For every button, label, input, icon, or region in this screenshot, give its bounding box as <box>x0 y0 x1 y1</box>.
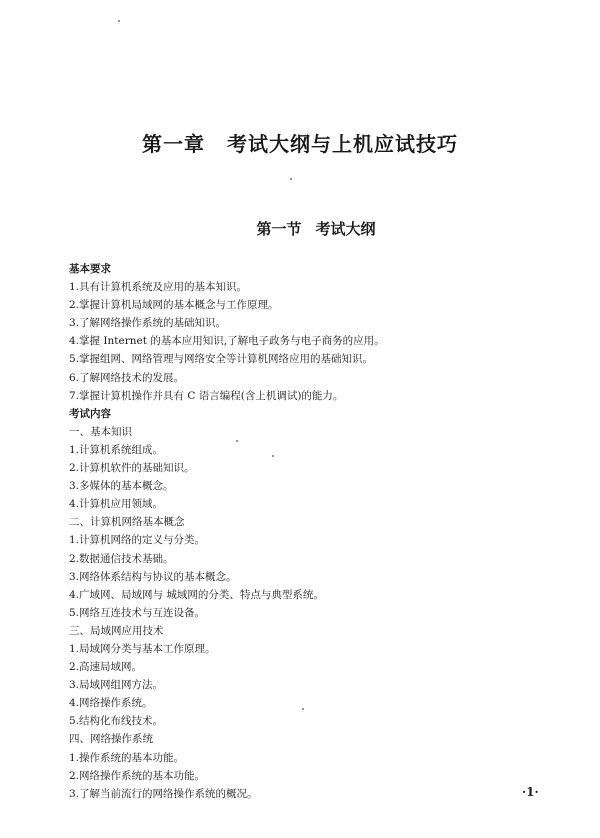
scan-speck <box>236 440 238 442</box>
topic-item: 3.网络体系结构与协议的基本概念。 <box>69 570 237 583</box>
topic-item: 4.计算机应用领域。 <box>69 498 164 511</box>
topic-item: 3.多媒体的基本概念。 <box>69 480 174 493</box>
content-heading: 考试内容 <box>69 407 111 420</box>
topic-item: 3.局域网组网方法。 <box>69 679 164 692</box>
topic-item: 1.操作系统的基本功能。 <box>69 751 185 764</box>
topic-item: 4.广域网、局域网与 城域网的分类、特点与典型系统。 <box>69 588 324 601</box>
page-number: ·1· <box>522 785 539 799</box>
requirement-item: 1.具有计算机系统及应用的基本知识。 <box>69 281 248 294</box>
syllabus-body <box>69 260 549 803</box>
topic-item: 2.计算机软件的基础知识。 <box>69 462 195 475</box>
topic-title: 一、基本知识 <box>69 425 132 438</box>
topic-item: 1.局域网分类与基本工作原理。 <box>69 642 216 655</box>
scan-speck <box>118 20 120 22</box>
requirement-item: 3.了解网络操作系统的基础知识。 <box>69 317 227 330</box>
topic-item: 3.了解当前流行的网络操作系统的概况。 <box>69 787 258 800</box>
chapter-number: 第一章 <box>142 132 205 156</box>
topic-item: 4.网络操作系统。 <box>69 697 153 710</box>
topic-title: 三、局域网应用技术 <box>69 624 164 637</box>
scan-speck <box>290 178 292 180</box>
chapter-name: 考试大纲与上机应试技巧 <box>227 132 458 156</box>
topic-item: 5.网络互连技术与互连设备。 <box>69 606 206 619</box>
requirement-item: 5.掌握组网、网络管理与网络安全等计算机网络应用的基础知识。 <box>69 353 374 366</box>
requirement-item: 6.了解网络技术的发展。 <box>69 371 185 384</box>
scan-speck <box>272 455 274 457</box>
section-title <box>0 218 600 239</box>
topic-item: 2.高速局域网。 <box>69 661 143 674</box>
requirement-item: 4.掌握 Internet 的基本应用知识,了解电子政务与电子商务的应用。 <box>69 335 385 348</box>
requirements-heading: 基本要求 <box>69 263 111 275</box>
topic-item: 5.结构化布线技术。 <box>69 715 164 728</box>
topic-item: 2.网络操作系统的基本功能。 <box>69 769 206 782</box>
requirement-item: 7.掌握计算机操作并具有 C 语言编程(含上机调试)的能力。 <box>69 389 344 402</box>
section-name: 考试大纲 <box>315 220 376 238</box>
scan-speck <box>302 708 304 710</box>
topic-title: 二、计算机网络基本概念 <box>69 516 185 529</box>
topic-item: 1.计算机系统组成。 <box>69 443 164 456</box>
section-number: 第一节 <box>256 220 302 238</box>
chapter-title <box>0 128 600 157</box>
requirement-item: 2.掌握计算机局域网的基本概念与工作原理。 <box>69 299 279 312</box>
topic-item: 2.数据通信技术基础。 <box>69 552 174 565</box>
topic-title: 四、网络操作系统 <box>69 733 153 746</box>
topic-item: 1.计算机网络的定义与分类。 <box>69 534 206 547</box>
